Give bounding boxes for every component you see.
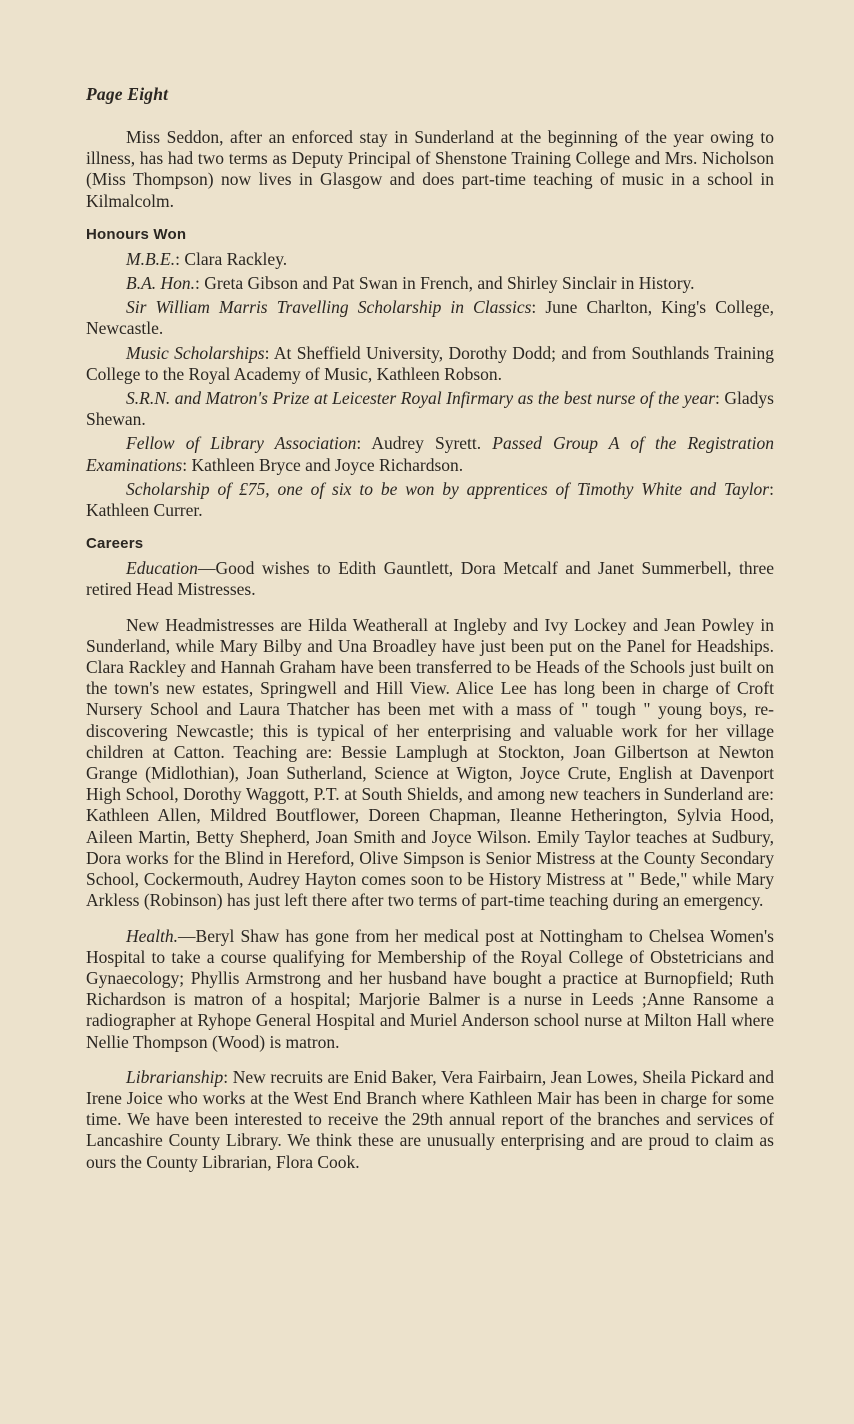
page-header: Page Eight bbox=[86, 84, 169, 104]
honour-text: : Gladys Shewan. bbox=[86, 388, 774, 430]
intro-paragraph: Miss Seddon, after an enforced stay in Sunderland at the beginning of the year owing to illness, has had two terms as Deputy Principal of Shenstone Training College and Mrs. Nicholson (Miss Thompson) now lives in Glasgow and does part-time teaching of music in a school in Kilmalcolm. bbox=[86, 127, 774, 211]
honour-item bbox=[86, 273, 774, 294]
headmistresses-paragraph: New Headmistresses are Hilda Weatherall at Ingleby and Ivy Lockey and Jean Powley in Sunderland, while Mary Bilby and Una Broadley have just been put on the Panel for Headships. Clara Rackley and Hannah Graham have been transferred to be Heads of the Schools just built on the town's new estates, Springwell and Hill View. Alice Lee has long been in charge of Croft Nursery School and Laura Thatcher has been met with a mass of " tough " young boys, re-discovering Newcastle; this is typical of her enterprising and valuable work for her village children at Catton. Teaching are: Bessie Lamplugh at Stockton, Joan Gilbertson at Newton Grange (Midlothian), Joan Sutherland, Science at Wigton, Joyce Crute, English at Davenport High School, Dorothy Waggott, P.T. at South Shields, and among new teachers in Sunderland are: Kathleen Allen, Mildred Boutflower, Doreen Chapman, Ileanne Hetherington, Sylvia Hood, Aileen Martin, Betty Shepherd, Joan Smith and Joyce Wilson. Emily Taylor teaches at Sudbury, Dora works for the Blind in Hereford, Olive Simpson is Senior Mistress at the County Secondary School, Cockermouth, Audrey Hayton comes soon to be History Mistress at " Bede," while Mary Arkless (Robinson) has just left there after two terms of part-time teaching during an emergency. bbox=[86, 614, 774, 911]
honour-label: Sir William Marris Travelling Scholarship in Classics bbox=[126, 297, 532, 318]
librarianship-text: : New recruits are Enid Baker, Vera Fairbairn, Jean Lowes, Sheila Pickard and Irene Joice who works at the West End Branch where Kathleen Mair has been in charge for some time. We have been interested to receive the 29th annual report of the branches and services of Lancashire County Library. We think these are unusually enterprising and are proud to claim as ours the County Librarian, Flora Cook. bbox=[86, 1066, 774, 1172]
honour-item bbox=[86, 297, 774, 339]
honour-label: B.A. Hon. bbox=[126, 273, 196, 294]
honour-label: M.B.E. bbox=[126, 248, 176, 269]
honour-text: : Greta Gibson and Pat Swan in French, and Shirley Sinclair in History. bbox=[195, 273, 695, 294]
honour-item bbox=[86, 388, 774, 430]
honour-text: : Clara Rackley. bbox=[175, 248, 288, 269]
honour-text: : Audrey Syrett. bbox=[356, 433, 482, 454]
health-label: Health. bbox=[126, 925, 179, 946]
honour-label: Passed Group A of the Registration Examinations bbox=[86, 433, 775, 475]
honour-text: : Kathleen Currer. bbox=[86, 478, 774, 521]
honour-label: Scholarship of £75, one of six to be won by apprentices of Timothy White and Taylor bbox=[126, 478, 770, 499]
health-text: —Beryl Shaw has gone from her medical post at Nottingham to Chelsea Women's Hospital to take a course qualifying for Membership of the Royal College of Obstetricians and Gynaecology; Phyllis Armstrong and her husband have bought a practice at Burnopfield; Ruth Richardson is matron of a hospital; Marjorie Balmer is a nurse in Leeds ;Anne Ransome a radiographer at Ryhope General Hospital and Muriel Anderson school nurse at Milton Hall where Nellie Thompson (Wood) is matron. bbox=[86, 925, 774, 1052]
honour-label: Fellow of Library Association bbox=[126, 433, 357, 454]
librarianship-label: Librarianship bbox=[126, 1066, 224, 1087]
honour-item bbox=[86, 433, 774, 475]
health-paragraph bbox=[86, 926, 774, 1053]
honour-item bbox=[86, 249, 774, 270]
librarianship-paragraph bbox=[86, 1067, 774, 1173]
honours-heading: Honours Won bbox=[86, 225, 187, 243]
honour-item bbox=[86, 343, 774, 385]
honour-text: : June Charlton, King's College, Newcastle. bbox=[86, 297, 774, 339]
honour-label: Music Scholarships bbox=[126, 342, 265, 363]
education-paragraph bbox=[86, 558, 774, 600]
honour-text: : At Sheffield University, Dorothy Dodd; and from Southlands Training College to the Royal Academy of Music, Kathleen Robson. bbox=[86, 342, 774, 384]
education-label: Education bbox=[126, 558, 198, 579]
careers-heading: Careers bbox=[86, 535, 144, 553]
honour-item bbox=[86, 479, 774, 521]
honour-label: S.R.N. and Matron's Prize at Leicester Royal Infirmary as the best nurse of the year bbox=[126, 388, 716, 409]
honour-text: : Kathleen Bryce and Joyce Richardson. bbox=[182, 454, 464, 475]
education-text: —Good wishes to Edith Gauntlett, Dora Metcalf and Janet Summerbell, three retired Head Mistresses. bbox=[86, 558, 774, 600]
